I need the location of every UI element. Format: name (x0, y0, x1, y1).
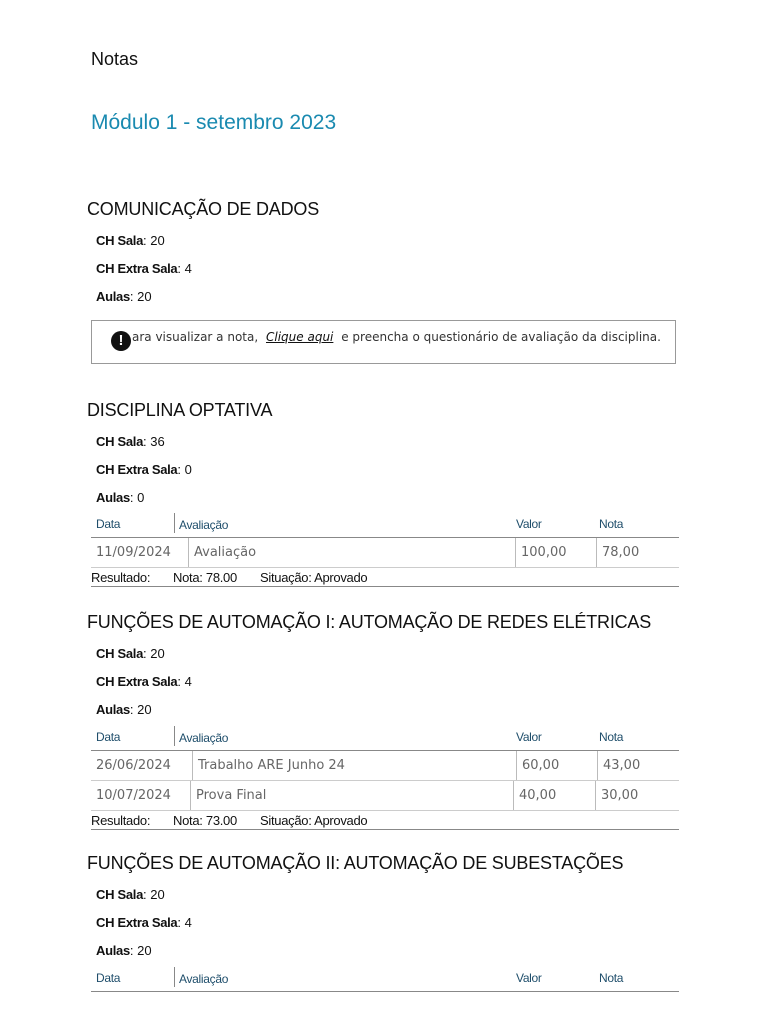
cell-data: 10/07/2024 (96, 788, 171, 803)
col-avaliacao: Avaliação (174, 967, 228, 987)
grades-table (91, 967, 679, 992)
aulas: Aulas: 20 (96, 289, 152, 304)
result-label: Resultado: (91, 813, 151, 828)
col-data: Data (96, 730, 121, 744)
discipline-title: COMUNICAÇÃO DE DADOS (87, 199, 320, 219)
grades-table (91, 513, 679, 587)
cell-valor: 100,00 (515, 538, 567, 567)
col-valor: Valor (516, 730, 542, 744)
aulas: Aulas: 20 (96, 702, 152, 717)
col-nota: Nota (599, 971, 624, 985)
ch-extra-sala: CH Extra Sala: 0 (96, 462, 192, 477)
table-header (91, 726, 679, 751)
clique-aqui-link[interactable]: Clique aqui (266, 330, 334, 344)
grades-table (91, 726, 679, 830)
cell-data: 26/06/2024 (96, 758, 171, 773)
ch-extra-sala: CH Extra Sala: 4 (96, 261, 192, 276)
result-nota: Nota: 78.00 (173, 570, 237, 585)
discipline-title: DISCIPLINA OPTATIVA (87, 400, 273, 420)
cell-nota: 78,00 (596, 538, 639, 567)
notice-text: ara visualizar a nota, Clique aqui e preencha o questionário de avaliação da disciplina. (132, 330, 661, 344)
col-valor: Valor (516, 971, 542, 985)
col-data: Data (96, 971, 121, 985)
result-situacao: Situação: Aprovado (260, 813, 368, 828)
cell-valor: 60,00 (516, 751, 559, 780)
ch-extra-sala: CH Extra Sala: 4 (96, 915, 192, 930)
ch-sala: CH Sala: 36 (96, 434, 165, 449)
result-row (91, 568, 679, 587)
cell-nota: 43,00 (597, 751, 640, 780)
cell-avaliacao: Trabalho ARE Junho 24 (192, 751, 345, 780)
discipline-title: FUNÇÕES DE AUTOMAÇÃO I: AUTOMAÇÃO DE REDES ELÉTRICAS (87, 612, 652, 632)
evaluation-notice (91, 320, 676, 364)
module-title: Módulo 1 - setembro 2023 (91, 111, 337, 134)
col-data: Data (96, 517, 121, 531)
col-nota: Nota (599, 730, 624, 744)
result-label: Resultado: (91, 570, 151, 585)
table-header (91, 967, 679, 992)
col-avaliacao: Avaliação (174, 513, 228, 533)
discipline-title: FUNÇÕES DE AUTOMAÇÃO II: AUTOMAÇÃO DE SUBESTAÇÕES (87, 853, 624, 873)
col-avaliacao: Avaliação (174, 726, 228, 746)
ch-extra-sala: CH Extra Sala: 4 (96, 674, 192, 689)
cell-data: 11/09/2024 (96, 545, 171, 560)
table-row (91, 781, 679, 811)
alert-icon: ! (111, 331, 131, 351)
col-valor: Valor (516, 517, 542, 531)
cell-nota: 30,00 (595, 781, 638, 810)
ch-sala: CH Sala: 20 (96, 233, 165, 248)
aulas: Aulas: 20 (96, 943, 152, 958)
result-row (91, 811, 679, 830)
cell-avaliacao: Avaliação (188, 538, 256, 567)
result-situacao: Situação: Aprovado (260, 570, 368, 585)
page-title: Notas (91, 49, 139, 69)
ch-sala: CH Sala: 20 (96, 646, 165, 661)
cell-valor: 40,00 (513, 781, 556, 810)
table-header (91, 513, 679, 538)
cell-avaliacao: Prova Final (190, 781, 266, 810)
result-nota: Nota: 73.00 (173, 813, 237, 828)
aulas: Aulas: 0 (96, 490, 145, 505)
table-row (91, 751, 679, 781)
ch-sala: CH Sala: 20 (96, 887, 165, 902)
table-row (91, 538, 679, 568)
col-nota: Nota (599, 517, 624, 531)
